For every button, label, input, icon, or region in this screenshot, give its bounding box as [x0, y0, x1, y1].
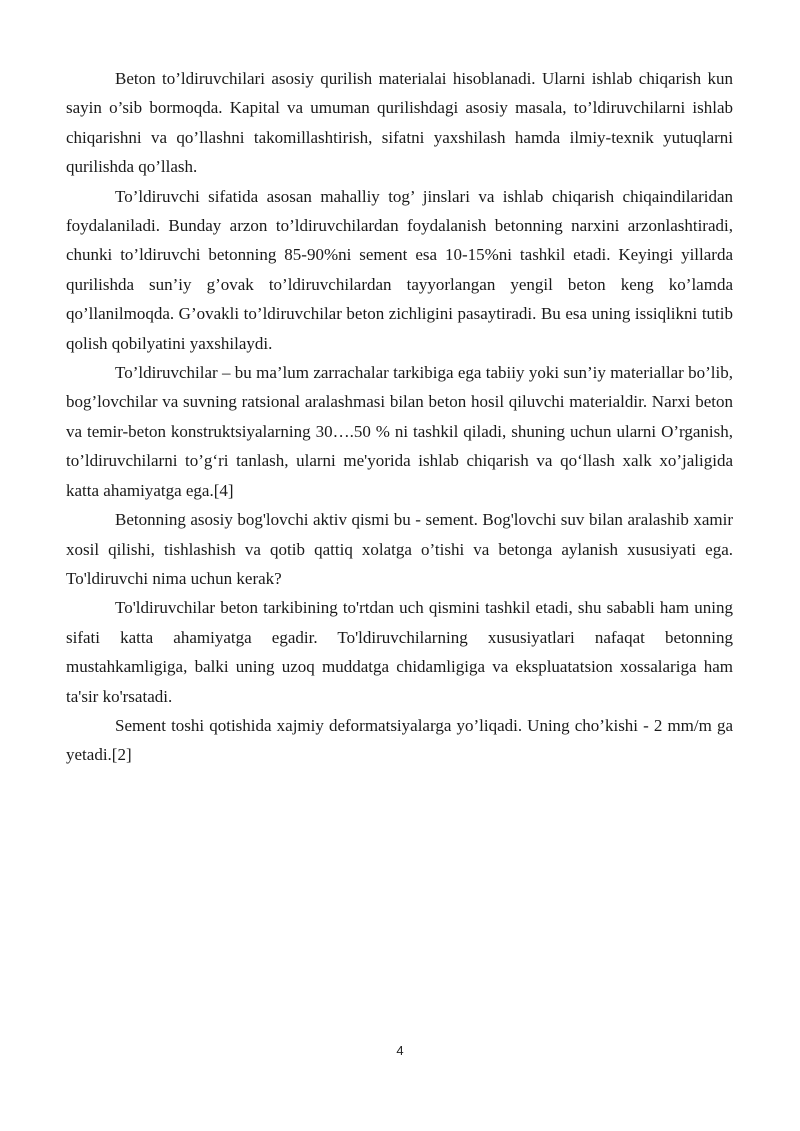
paragraph-6: Sement toshi qotishida xajmiy deformatsiyalarga yo’liqadi. Uning cho’kishi - 2 mm/m ga yetadi.[2] — [66, 715, 733, 765]
paragraph-2: To’ldiruvchi sifatida asosan mahalliy tog’ jinslari va ishlab chiqarish chiqaindilaridan foydalaniladi. Bunday arzon to’ldiruvchilardan foydalanish betonning narxini arzonlashtiradi, chunki to’ldiruvchi betonning 85-90%ni sement esa 10-15%ni tashkil etadi. Keyingi yillarda qurilishda sun’iy g’ovak to’ldiruvchilardan tayyorlangan yengil beton keng ko’lamda qo’llanilmoqda. G’ovakli to’ldiruvchilar beton zichligini pasaytiradi. Bu esa uning issiqlikni tutib qolish qobilyatini yaxshilaydi. — [66, 186, 733, 353]
page-number: 4 — [396, 1043, 404, 1058]
paragraph-5: To'ldiruvchilar beton tarkibining to'rtdan uch qismini tashkil etadi, shu sababli ham uning sifati katta ahamiyatga egadir. To'ldiruvchilarning xususiyatlari nafaqat betonning mustahkamligiga, balki uning uzoq muddatga chidamligiga va ekspluatatsion xossalariga ham ta'sir ko'rsatadi. — [66, 598, 733, 706]
body-text — [66, 64, 733, 770]
paragraph-3: To’ldiruvchilar – bu ma’lum zarrachalar tarkibiga ega tabiiy yoki sun’iy materiallar bo’lib, bog’lovchilar va suvning ratsional aralashmasi bilan beton hosil qiluvchi materialdir. Narxi beton va temir-beton konstruktsiyalarning 30….50 % ni tashkil qiladi, shuning uchun ularni O’rganish, to’ldiruvchilarni to’g‘ri tanlash, ularni me'yorida ishlab chiqarish va qo‘llash xalk xo’jaligida katta ahamiyatga ega.[4] — [66, 363, 733, 500]
paragraph-1: Beton to’ldiruvchilari asosiy qurilish materialai hisoblanadi. Ularni ishlab chiqarish kun sayin o’sib bormoqda. Kapital va umuman qurilishdagi asosiy masala, to’ldiruvchilarni ishlab chiqarishni va qo’llashni takomillashtirish, sifatni yaxshilash hamda ilmiy-texnik yutuqlarni qurilishda qo’llash. — [66, 69, 733, 177]
paragraph-4: Betonning asosiy bog'lovchi aktiv qismi bu - sement. Bog'lovchi suv bilan aralashib xamir xosil qilishi, tishlashish va qotib qattiq xolatga o’tishi va betonga aylanish xususiyati ega. To'ldiruvchi nima uchun kerak? — [66, 510, 733, 588]
